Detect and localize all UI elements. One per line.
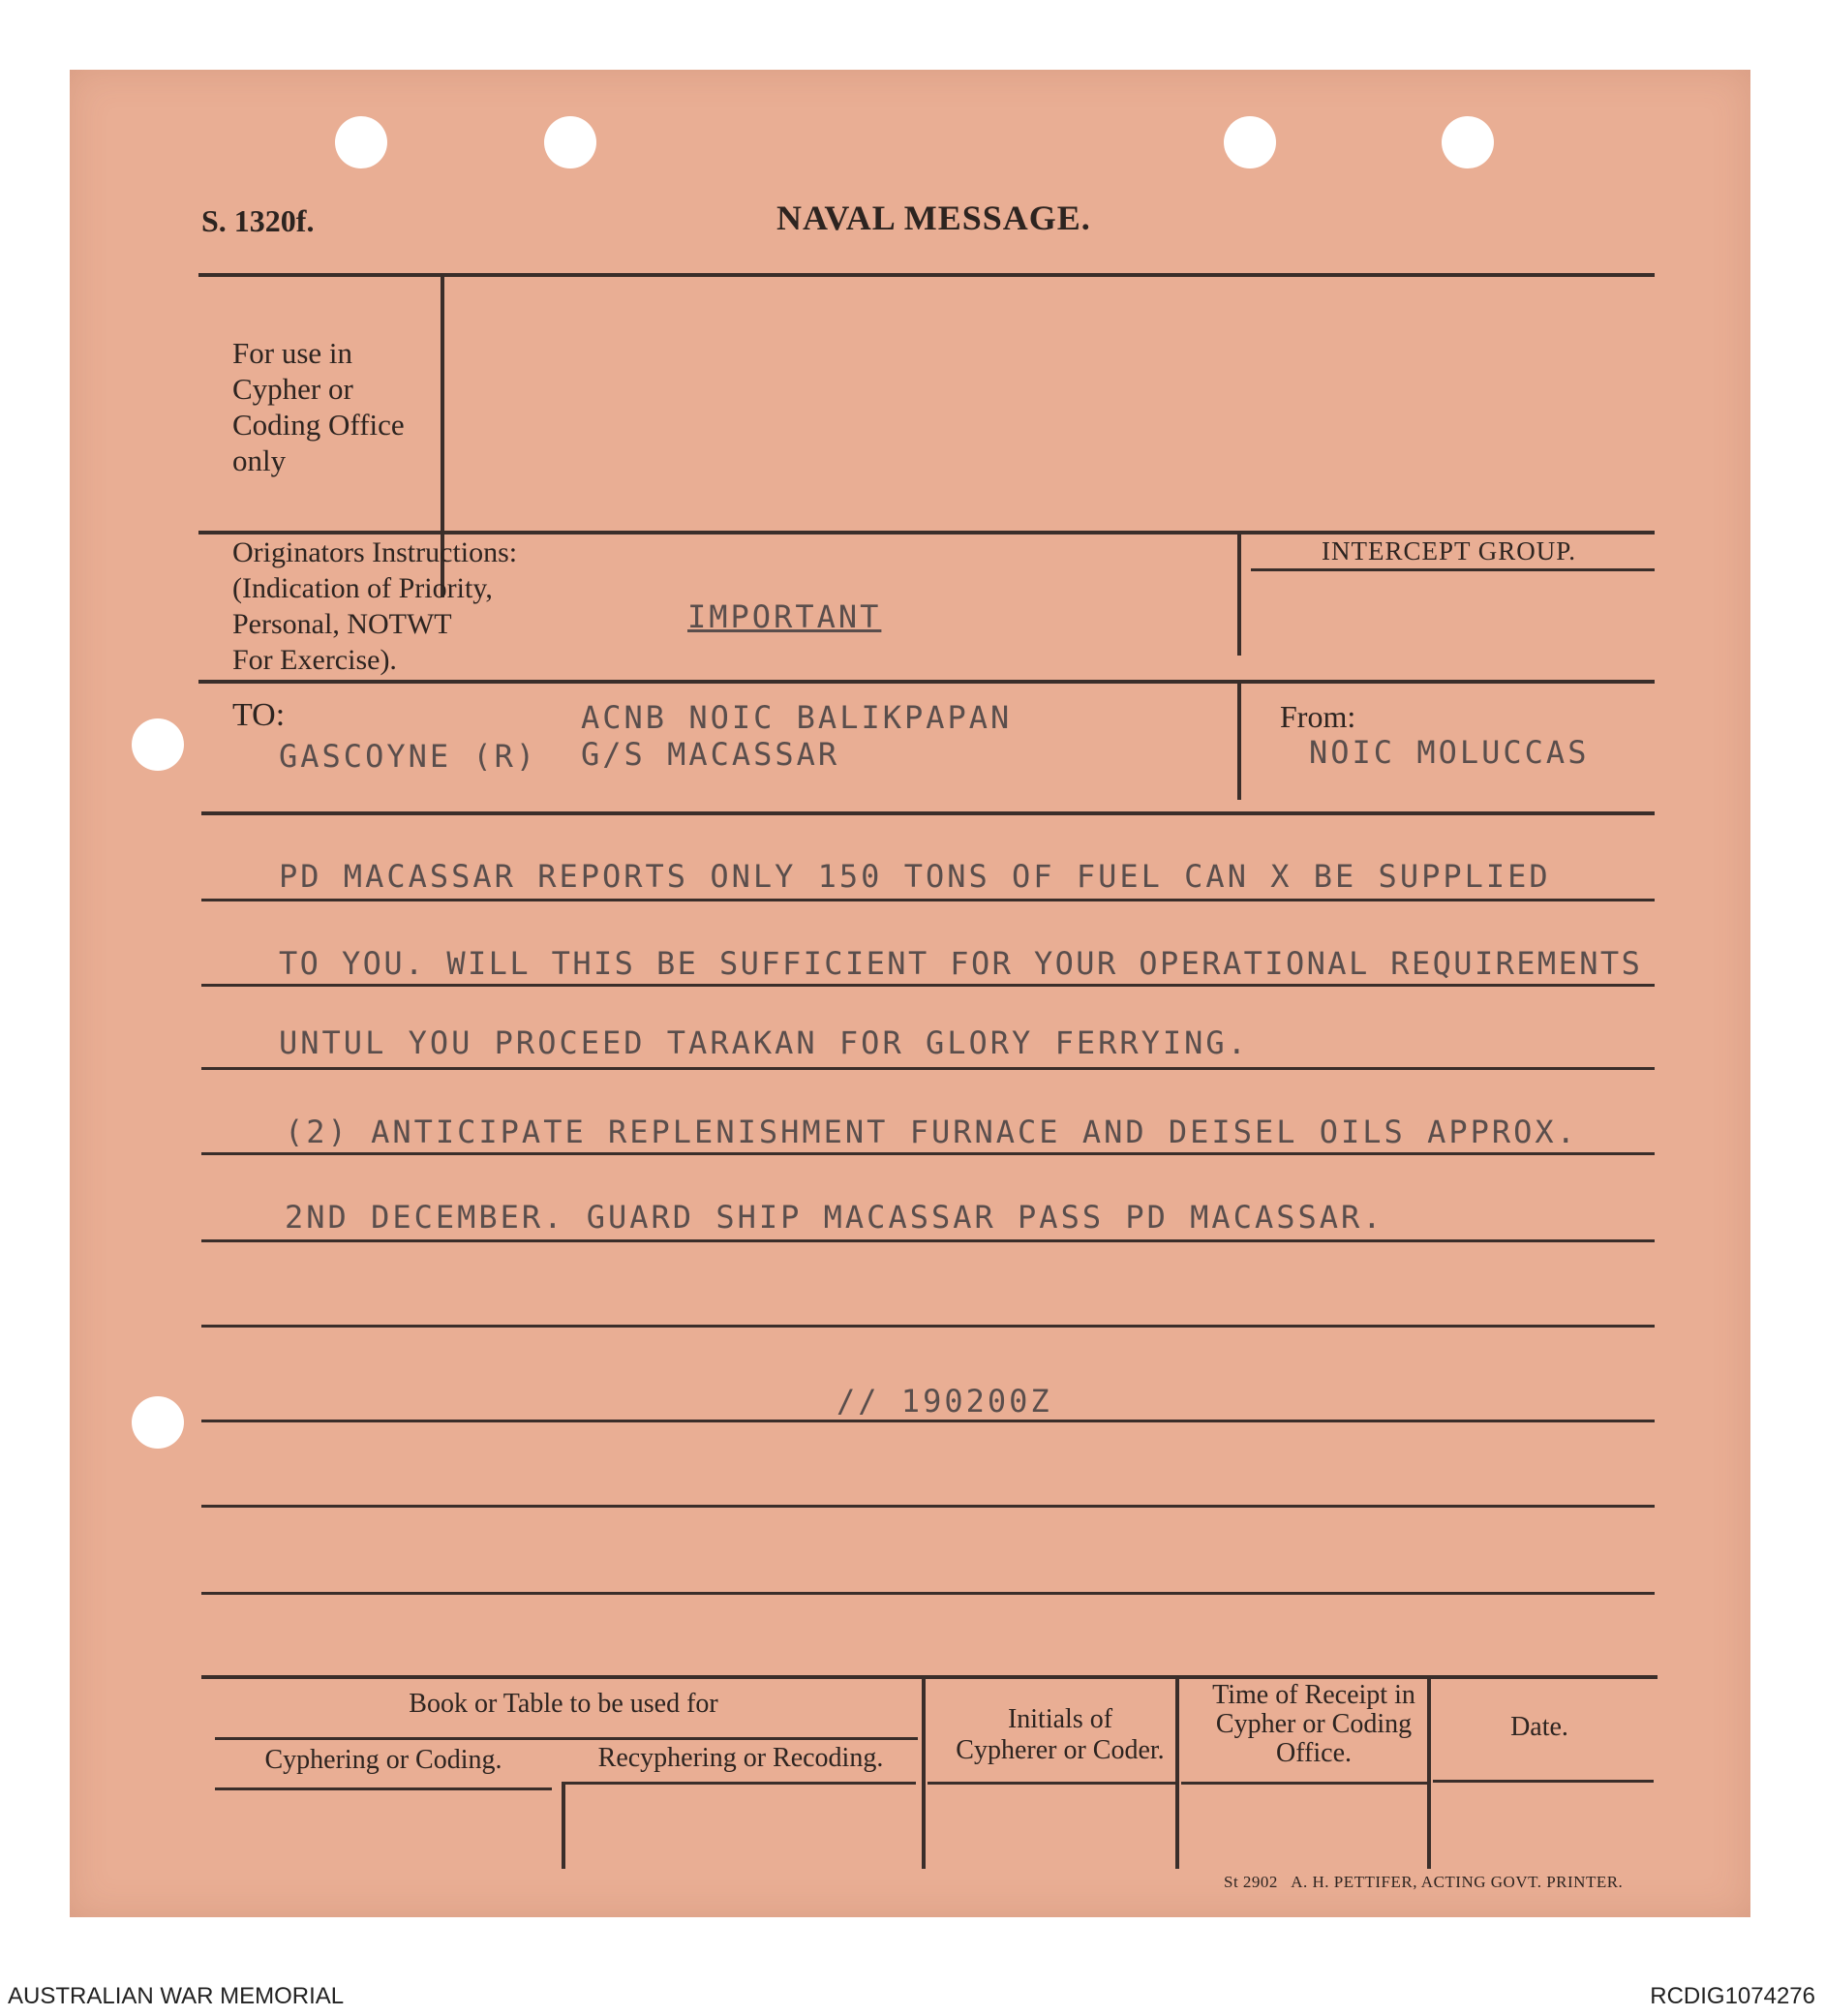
from-value: NOIC MOLUCCAS	[1309, 734, 1590, 771]
message-rule	[201, 1067, 1655, 1070]
intercept-divider	[1237, 535, 1241, 656]
to-recipients-line2b: G/S MACASSAR	[581, 736, 840, 773]
message-rule	[201, 1420, 1655, 1422]
printer-imprint: St 2902 A. H. PETTIFER, ACTING GOVT. PRINTER.	[1224, 1873, 1624, 1891]
form-number: S. 1320f.	[201, 203, 315, 238]
priority-value: IMPORTANT	[687, 598, 882, 635]
time-group: // 190200Z	[836, 1383, 1052, 1420]
to-recipients-line2a: GASCOYNE (R)	[279, 738, 538, 775]
rule-footer-top	[201, 1675, 1658, 1679]
punch-hole	[335, 116, 387, 168]
cypher-box-label: For use in Cypher or Coding Office only	[232, 336, 405, 477]
footer-col-divider	[562, 1782, 565, 1869]
book-table-subrule	[215, 1737, 918, 1740]
from-label: From:	[1280, 699, 1356, 734]
intercept-group-label: INTERCEPT GROUP.	[1322, 536, 1577, 565]
message-rule	[201, 984, 1655, 987]
archive-caption-left: AUSTRALIAN WAR MEMORIAL	[8, 1983, 345, 2009]
punch-hole	[1442, 116, 1494, 168]
punch-hole	[544, 116, 596, 168]
punch-hole	[132, 718, 184, 771]
initials-rowrule	[928, 1782, 1175, 1785]
col-cyphering: Cyphering or Coding.	[264, 1745, 502, 1775]
intercept-underline	[1251, 568, 1655, 571]
col-date: Date.	[1510, 1712, 1568, 1742]
book-table-rowrule	[215, 1787, 552, 1790]
book-table-header: Book or Table to be used for	[409, 1689, 718, 1719]
message-rule	[201, 899, 1655, 901]
punch-hole	[1224, 116, 1276, 168]
originator-instructions-label: Originators Instructions: (Indication of Priority, Personal, NOTWT For Exercise).	[232, 536, 518, 676]
col-time-of-receipt: Time of Receipt in Cypher or Coding Office.	[1212, 1680, 1415, 1768]
punch-hole	[132, 1396, 184, 1449]
footer-col-divider	[1427, 1679, 1431, 1869]
to-recipients-line1: ACNB NOIC BALIKPAPAN	[581, 699, 1013, 736]
message-rule	[201, 1592, 1655, 1595]
date-rowrule	[1433, 1780, 1654, 1783]
time-rowrule	[1181, 1782, 1427, 1785]
message-rule	[201, 1325, 1655, 1328]
message-line-2: TO YOU. WILL THIS BE SUFFICIENT FOR YOUR OPERATIONAL REQUIREMENTS	[279, 945, 1643, 982]
to-label: TO:	[232, 697, 286, 733]
message-line-3: UNTUL YOU PROCEED TARAKAN FOR GLORY FERRYING.	[279, 1024, 1249, 1061]
footer-col-divider	[922, 1679, 926, 1869]
message-line-4: (2) ANTICIPATE REPLENISHMENT FURNACE AND DEISEL OILS APPROX.	[285, 1114, 1578, 1150]
rule-top	[198, 273, 1655, 277]
from-divider	[1237, 682, 1241, 800]
form-title: NAVAL MESSAGE.	[776, 199, 1091, 237]
message-rule	[201, 1505, 1655, 1508]
footer-col-divider	[1175, 1679, 1179, 1869]
rule-message-top	[201, 811, 1655, 815]
message-rule	[201, 1152, 1655, 1155]
naval-message-form	[70, 70, 1750, 1917]
message-rule	[201, 1239, 1655, 1242]
message-line-5: 2ND DECEMBER. GUARD SHIP MACASSAR PASS PD MACASSAR.	[285, 1199, 1384, 1236]
message-line-1: PD MACASSAR REPORTS ONLY 150 TONS OF FUEL CAN X BE SUPPLIED	[279, 858, 1551, 895]
book-table-rowrule	[565, 1782, 916, 1785]
col-initials: Initials of Cypherer or Coder.	[956, 1704, 1165, 1765]
archive-caption-right: RCDIG1074276	[1650, 1983, 1815, 2009]
rule-to-top	[198, 680, 1655, 684]
col-recyphering: Recyphering or Recoding.	[597, 1743, 884, 1773]
